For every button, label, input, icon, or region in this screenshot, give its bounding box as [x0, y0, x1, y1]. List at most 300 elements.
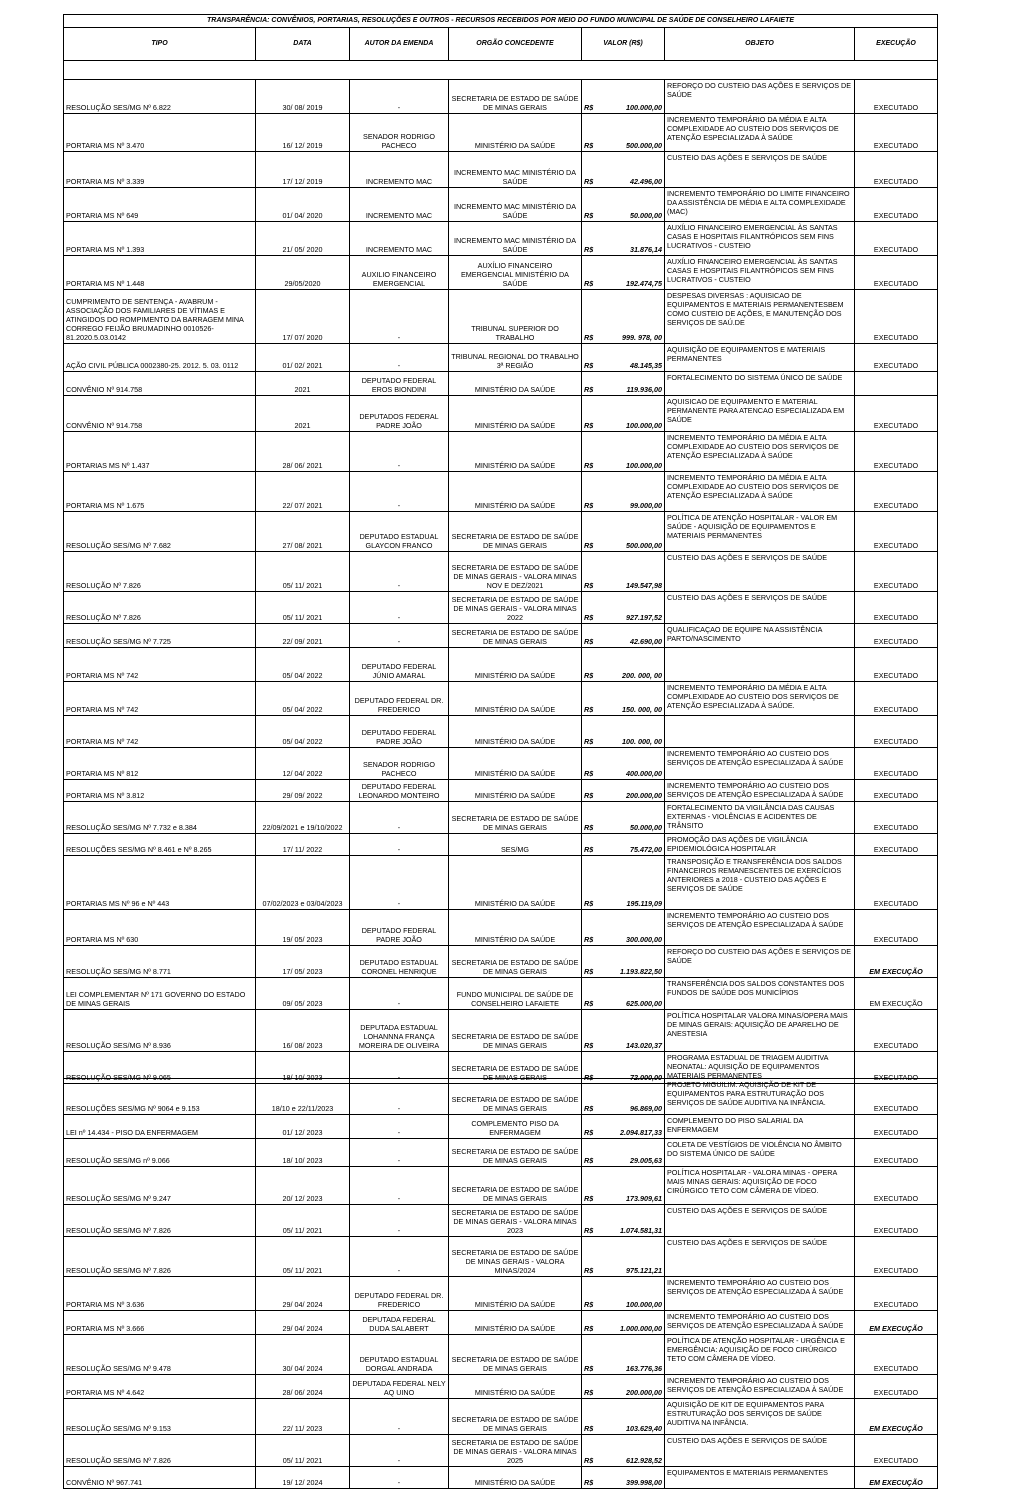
execucao-cell: EXECUTADO: [855, 1139, 938, 1167]
objeto-cell: INCREMENTO TEMPORÁRIO AO CUSTEIO DOS SERVIÇOS DE ATENÇÃO ESPECIALIZADA À SAÚDE: [665, 910, 855, 946]
tipo-cell: CUMPRIMENTO DE SENTENÇA - AVABRUM - ASSOCIAÇÃO DOS FAMILIARES DE VÍTIMAS E ATINGIDOS DO ROMPIMENTO DA BARRAGEM MINA CORREGO FEIJÃO BRUMADINHO 0010526-81.2020.5.03.0142: [64, 290, 256, 344]
header-execucao: EXECUÇÃO: [855, 28, 938, 61]
orgao-cell: INCREMENTO MAC MINISTÉRIO DA SAÚDE: [449, 152, 582, 188]
data-cell: 19/ 12/ 2024: [256, 1467, 350, 1489]
currency-cell: R$: [582, 748, 597, 780]
header-data: DATA: [256, 28, 350, 61]
data-cell: 05/ 04/ 2022: [256, 716, 350, 748]
tipo-cell: RESOLUÇÃO SES/MG Nº 7.826: [64, 1205, 256, 1237]
currency-cell: R$: [582, 1115, 597, 1139]
tipo-cell: CONVÊNIO Nº 914.758: [64, 372, 256, 396]
table-row: [64, 1010, 938, 1052]
table-row: [64, 1139, 938, 1167]
autor-cell: -: [350, 552, 449, 592]
execucao-cell: EXECUTADO: [855, 682, 938, 716]
orgao-cell: MINISTÉRIO DA SAÚDE: [449, 396, 582, 432]
objeto-cell: POLÍTICA HOSPITALAR VALORA MINAS/OPERA MAIS DE MINAS GERAIS: AQUISIÇÃO DE APARELHO DE ANESTESIA: [665, 1010, 855, 1052]
currency-cell: R$: [582, 1435, 597, 1467]
autor-cell: -: [350, 344, 449, 372]
orgao-cell: INCREMENTO MAC MINISTÉRIO DA SAÚDE: [449, 188, 582, 222]
orgao-cell: MINISTÉRIO DA SAÚDE: [449, 472, 582, 512]
objeto-cell: QUALIFICAÇAO DE EQUIPE NA ASSISTÊNCIA PARTO/NASCIMENTO: [665, 624, 855, 648]
valor-cell: 200. 000, 00: [597, 648, 665, 682]
currency-cell: R$: [582, 152, 597, 188]
objeto-cell: INCREMENTO TEMPORÁRIO DA MÉDIA E ALTA COMPLEXIDADE AO CUSTEIO DOS SERVIÇOS DE ATENÇÃO ESPECIALIZADA À SAÚDE: [665, 114, 855, 152]
data-cell: 17/ 12/ 2019: [256, 152, 350, 188]
autor-cell: INCREMENTO MAC: [350, 188, 449, 222]
valor-cell: 300.000,00: [597, 910, 665, 946]
objeto-cell: CUSTEIO DAS AÇÕES E SERVIÇOS DE SAÚDE: [665, 552, 855, 592]
orgao-cell: MINISTÉRIO DA SAÚDE: [449, 432, 582, 472]
autor-cell: -: [350, 1237, 449, 1277]
data-cell: 2021: [256, 372, 350, 396]
valor-cell: 100.000,00: [597, 432, 665, 472]
currency-cell: R$: [582, 1052, 597, 1084]
tipo-cell: RESOLUÇÃO SES/MG Nº 9.065: [64, 1052, 256, 1084]
orgao-cell: MINISTÉRIO DA SAÚDE: [449, 114, 582, 152]
objeto-cell: AQUISICAO DE EQUIPAMENTO E MATERIAL PERMANENTE PARA ATENCAO ESPECIALIZADA EM SAÚDE: [665, 396, 855, 432]
orgao-cell: SECRETARIA DE ESTADO DE SAÚDE DE MINAS GERAIS - VALORA MINAS 2022: [449, 592, 582, 624]
data-cell: 05/ 04/ 2022: [256, 682, 350, 716]
table-row: [64, 592, 938, 624]
tipo-cell: LEI nº 14.434 - PISO DA ENFERMAGEM: [64, 1115, 256, 1139]
table-row: [64, 946, 938, 978]
valor-cell: 999. 978, 00: [597, 290, 665, 344]
data-cell: 22/ 09/ 2021: [256, 624, 350, 648]
tipo-cell: PORTARIA MS Nº 742: [64, 716, 256, 748]
execucao-cell: EXECUTADO: [855, 1435, 938, 1467]
autor-cell: SENADOR RODRIGO PACHECO: [350, 114, 449, 152]
orgao-cell: SECRETARIA DE ESTADO DE SAÚDE DE MINAS GERAIS: [449, 624, 582, 648]
orgao-cell: TRIBUNAL REGIONAL DO TRABALHO 3ª REGIÃO: [449, 344, 582, 372]
currency-cell: R$: [582, 834, 597, 856]
autor-cell: -: [350, 592, 449, 624]
transfers-table: [63, 14, 938, 1084]
tipo-cell: PORTARIA MS Nº 3.470: [64, 114, 256, 152]
valor-cell: 500.000,00: [597, 512, 665, 552]
orgao-cell: SECRETARIA DE ESTADO DE SAÚDE DE MINAS GERAIS - VALORA MINAS 2025: [449, 1435, 582, 1467]
orgao-cell: SECRETARIA DE ESTADO DE SAÚDE DE MINAS GERAIS - VALORA MINAS/2024: [449, 1237, 582, 1277]
table-row: [64, 472, 938, 512]
orgao-cell: MINISTÉRIO DA SAÚDE: [449, 1311, 582, 1335]
orgao-cell: SECRETARIA DE ESTADO DE SAÚDE DE MINAS GERAIS: [449, 1079, 582, 1115]
objeto-cell: DESPESAS DIVERSAS : AQUISICAO DE EQUIPAMENTOS E MATERIAIS PERMANENTESBEM COMO CUSTEIO DE AÇÕES, E MANUTENÇÃO DOS SERVIÇOS DE SAÚ.DE: [665, 290, 855, 344]
execucao-cell: EXECUTADO: [855, 396, 938, 432]
table-row: [64, 1205, 938, 1237]
objeto-cell: PROMOÇÃO DAS AÇÕES DE VIGILÂNCIA EPIDEMIOLÓGICA HOSPITALAR: [665, 834, 855, 856]
autor-cell: DEPUTADO ESTADUAL GLAYCON FRANCO: [350, 512, 449, 552]
tipo-cell: RESOLUÇÕES SES/MG Nº 9064 e 9.153: [64, 1079, 256, 1115]
autor-cell: DEPUTADO FEDERAL LEONARDO MONTEIRO: [350, 780, 449, 802]
execucao-cell: EXECUTADO: [855, 1335, 938, 1375]
table-row: [64, 910, 938, 946]
objeto-cell: TRANSFERÊNCIA DOS SALDOS CONSTANTES DOS FUNDOS DE SAÚDE DOS MUNICÍPIOS: [665, 978, 855, 1010]
execucao-cell: EM EXECUÇÃO: [855, 1467, 938, 1489]
valor-cell: 75.472,00: [597, 834, 665, 856]
table-body-part-2: [64, 1079, 938, 1489]
orgao-cell: MINISTÉRIO DA SAÚDE: [449, 910, 582, 946]
data-cell: 12/ 04/ 2022: [256, 748, 350, 780]
data-cell: 20/ 12/ 2023: [256, 1167, 350, 1205]
autor-cell: -: [350, 1205, 449, 1237]
tipo-cell: RESOLUÇÃO SES/MG nº 9.066: [64, 1139, 256, 1167]
header-spacer: [64, 61, 938, 80]
tipo-cell: PORTARIA MS Nº 742: [64, 682, 256, 716]
table-row: [64, 1399, 938, 1435]
objeto-cell: AQUISIÇÃO DE EQUIPAMENTOS E MATERIAIS PERMANENTES: [665, 344, 855, 372]
objeto-cell: REFORÇO DO CUSTEIO DAS AÇÕES E SERVIÇOS DE SAÚDE: [665, 80, 855, 114]
autor-cell: DEPUTADO ESTADUAL DORGAL ANDRADA: [350, 1335, 449, 1375]
orgao-cell: SECRETARIA DE ESTADO DE SAÚDE DE MINAS GERAIS: [449, 1139, 582, 1167]
execucao-cell: EXECUTADO: [855, 1052, 938, 1084]
data-cell: 29/ 04/ 2024: [256, 1311, 350, 1335]
valor-cell: 150. 000, 00: [597, 682, 665, 716]
objeto-cell: AUXÍLIO FINANCEIRO EMERGENCIAL ÀS SANTAS CASAS E HOSPITAIS FILANTRÓPICOS SEM FINS LUCRATIVOS - CUSTEIO: [665, 256, 855, 290]
orgao-cell: SECRETARIA DE ESTADO DE SAÚDE DE MINAS GERAIS: [449, 1167, 582, 1205]
tipo-cell: PORTARIA MS Nº 3.666: [64, 1311, 256, 1335]
valor-cell: 72.000,00: [597, 1052, 665, 1084]
orgao-cell: SES/MG: [449, 834, 582, 856]
valor-cell: 100.000,00: [597, 1277, 665, 1311]
valor-cell: 200.000,00: [597, 1375, 665, 1399]
data-cell: 07/02/2023 e 03/04/2023: [256, 856, 350, 910]
execucao-cell: EXECUTADO: [855, 512, 938, 552]
valor-cell: 100.000,00: [597, 80, 665, 114]
currency-cell: R$: [582, 910, 597, 946]
tipo-cell: AÇÃO CIVIL PÚBLICA 0002380-25. 2012. 5. 03. 0112: [64, 344, 256, 372]
execucao-cell: EXECUTADO: [855, 748, 938, 780]
orgao-cell: COMPLEMENTO PISO DA ENFERMAGEM: [449, 1115, 582, 1139]
valor-cell: 29.005,63: [597, 1139, 665, 1167]
currency-cell: R$: [582, 344, 597, 372]
execucao-cell: EXECUTADO: [855, 802, 938, 834]
valor-cell: 192.474,75: [597, 256, 665, 290]
valor-cell: 119.936,00: [597, 372, 665, 396]
table-row: [64, 222, 938, 256]
orgao-cell: SECRETARIA DE ESTADO DE SAÚDE DE MINAS GERAIS: [449, 1399, 582, 1435]
currency-cell: R$: [582, 372, 597, 396]
autor-cell: -: [350, 856, 449, 910]
data-cell: 29/ 09/ 2022: [256, 780, 350, 802]
currency-cell: R$: [582, 1139, 597, 1167]
data-cell: 27/ 08/ 2021: [256, 512, 350, 552]
table-row: [64, 856, 938, 910]
objeto-cell: EQUIPAMENTOS E MATERIAIS PERMANENTES: [665, 1467, 855, 1489]
valor-cell: 975.121,21: [597, 1237, 665, 1277]
orgao-cell: MINISTÉRIO DA SAÚDE: [449, 716, 582, 748]
table-row: [64, 648, 938, 682]
table-title: TRANSPARÊNCIA: CONVÊNIOS, PORTARIAS, RESOLUÇÕES E OUTROS - RECURSOS RECEBIDOS POR MEIO DO FUNDO MUNICIPAL DE SAÚDE DE CONSELHEIRO LAFAIETE: [64, 15, 938, 28]
autor-cell: AUXILIO FINANCEIRO EMERGENCIAL: [350, 256, 449, 290]
table-row: [64, 682, 938, 716]
objeto-cell: INCREMENTO TEMPORÁRIO AO CUSTEIO DOS SERVIÇOS DE ATENÇÃO ESPECIALIZADA À SAÚDE: [665, 748, 855, 780]
execucao-cell: EXECUTADO: [855, 1205, 938, 1237]
currency-cell: R$: [582, 624, 597, 648]
orgao-cell: MINISTÉRIO DA SAÚDE: [449, 748, 582, 780]
tipo-cell: RESOLUÇÃO SES/MG Nº 7.826: [64, 1435, 256, 1467]
execucao-cell: [855, 372, 938, 396]
tipo-cell: RESOLUÇÃO SES/MG Nº 7.732 e 8.384: [64, 802, 256, 834]
table-row: [64, 80, 938, 114]
tipo-cell: PORTARIA MS Nº 1.393: [64, 222, 256, 256]
data-cell: 21/ 05/ 2020: [256, 222, 350, 256]
valor-cell: 48.145,35: [597, 344, 665, 372]
orgao-cell: SECRETARIA DE ESTADO DE SAÚDE DE MINAS GERAIS: [449, 80, 582, 114]
execucao-cell: EXECUTADO: [855, 552, 938, 592]
currency-cell: R$: [582, 978, 597, 1010]
valor-cell: 399.998,00: [597, 1467, 665, 1489]
tipo-cell: RESOLUÇÃO SES/MG Nº 7.682: [64, 512, 256, 552]
valor-cell: 2.094.817,33: [597, 1115, 665, 1139]
objeto-cell: REFORÇO DO CUSTEIO DAS AÇÕES E SERVIÇOS DE SAÚDE: [665, 946, 855, 978]
autor-cell: DEPUTADOS FEDERAL PADRE JOÃO: [350, 396, 449, 432]
valor-cell: 149.547,98: [597, 552, 665, 592]
header-autor: AUTOR DA EMENDA: [350, 28, 449, 61]
tipo-cell: RESOLUÇÃO SES/MG Nº 9.478: [64, 1335, 256, 1375]
currency-cell: R$: [582, 1205, 597, 1237]
autor-cell: -: [350, 802, 449, 834]
orgao-cell: TRIBUNAL SUPERIOR DO TRABALHO: [449, 290, 582, 344]
table-row: [64, 802, 938, 834]
tipo-cell: RESOLUÇÃO SES/MG Nº 8.771: [64, 946, 256, 978]
table-row: [64, 748, 938, 780]
tipo-cell: PORTARIA MS Nº 1.675: [64, 472, 256, 512]
valor-cell: 50.000,00: [597, 802, 665, 834]
orgao-cell: MINISTÉRIO DA SAÚDE: [449, 1277, 582, 1311]
data-cell: 29/05/2020: [256, 256, 350, 290]
currency-cell: R$: [582, 472, 597, 512]
table-row: [64, 1167, 938, 1205]
valor-cell: 1.074.581,31: [597, 1205, 665, 1237]
currency-cell: R$: [582, 256, 597, 290]
data-cell: 22/09/2021 e 19/10/2022: [256, 802, 350, 834]
objeto-cell: INCREMENTO TEMPORÁRIO AO CUSTEIO DOS SERVIÇOS DE ATENÇÃO ESPECIALIZADA À SAÚDE: [665, 1375, 855, 1399]
currency-cell: R$: [582, 552, 597, 592]
valor-cell: 50.000,00: [597, 188, 665, 222]
execucao-cell: EXECUTADO: [855, 1115, 938, 1139]
execucao-cell: EXECUTADO: [855, 222, 938, 256]
valor-cell: 143.020,37: [597, 1010, 665, 1052]
currency-cell: R$: [582, 1399, 597, 1435]
execucao-cell: EXECUTADO: [855, 188, 938, 222]
data-cell: 05/ 11/ 2021: [256, 1435, 350, 1467]
valor-cell: 500.000,00: [597, 114, 665, 152]
orgao-cell: INCREMENTO MAC MINISTÉRIO DA SAÚDE: [449, 222, 582, 256]
data-cell: 30/ 04/ 2024: [256, 1335, 350, 1375]
data-cell: 17/ 07/ 2020: [256, 290, 350, 344]
tipo-cell: PORTARIA MS Nº 742: [64, 648, 256, 682]
autor-cell: -: [350, 80, 449, 114]
valor-cell: 612.928,52: [597, 1435, 665, 1467]
tipo-cell: PORTARIA MS Nº 649: [64, 188, 256, 222]
autor-cell: -: [350, 978, 449, 1010]
autor-cell: -: [350, 290, 449, 344]
execucao-cell: EXECUTADO: [855, 780, 938, 802]
execucao-cell: EM EXECUÇÃO: [855, 1399, 938, 1435]
header-objeto: OBJETO: [665, 28, 855, 61]
execucao-cell: EXECUTADO: [855, 1277, 938, 1311]
tipo-cell: RESOLUÇÃO Nº 7.826: [64, 552, 256, 592]
valor-cell: 96.869,00: [597, 1079, 665, 1115]
valor-cell: 163.776,36: [597, 1335, 665, 1375]
objeto-cell: POLÍTICA HOSPITALAR - VALORA MINAS - OPERA MAIS MINAS GERAIS: AQUISIÇÃO DE FOCO CIRÚRGICO TETO COM CÂMERA DE VÍDEO.: [665, 1167, 855, 1205]
table-row: [64, 1311, 938, 1335]
autor-cell: -: [350, 834, 449, 856]
table-row: [64, 188, 938, 222]
currency-cell: R$: [582, 592, 597, 624]
execucao-cell: EXECUTADO: [855, 114, 938, 152]
data-cell: 05/ 11/ 2021: [256, 552, 350, 592]
data-cell: 29/ 04/ 2024: [256, 1277, 350, 1311]
autor-cell: -: [350, 472, 449, 512]
orgao-cell: SECRETARIA DE ESTADO DE SAÚDE DE MINAS GERAIS - VALORA MINAS 2023: [449, 1205, 582, 1237]
objeto-cell: COMPLEMENTO DO PISO SALARIAL DA ENFERMAGEM: [665, 1115, 855, 1139]
objeto-cell: TRANSPOSIÇÃO E TRANSFERÊNCIA DOS SALDOS FINANCEIROS REMANESCENTES DE EXERCÍCIOS ANTERIORES a 2018 - CUSTEIO DAS AÇÕES E SERVIÇOS DE SAÚDE: [665, 856, 855, 910]
transparency-sheet: [63, 14, 937, 1084]
autor-cell: DEPUTADO FEDERAL PADRE JOÃO: [350, 910, 449, 946]
data-cell: 05/ 04/ 2022: [256, 648, 350, 682]
objeto-cell: AUXÍLIO FINANCEIRO EMERGENCIAL ÀS SANTAS CASAS E HOSPITAIS FILANTRÓPICOS SEM FINS LUCRATIVOS - CUSTEIO: [665, 222, 855, 256]
data-cell: 28/ 06/ 2024: [256, 1375, 350, 1399]
table-row: [64, 834, 938, 856]
currency-cell: R$: [582, 1079, 597, 1115]
data-cell: 19/ 05/ 2023: [256, 910, 350, 946]
data-cell: 01/ 12/ 2023: [256, 1115, 350, 1139]
objeto-cell: CUSTEIO DAS AÇÕES E SERVIÇOS DE SAÚDE: [665, 1237, 855, 1277]
execucao-cell: EXECUTADO: [855, 80, 938, 114]
execucao-cell: EM EXECUÇÃO: [855, 978, 938, 1010]
autor-cell: -: [350, 1467, 449, 1489]
objeto-cell: CUSTEIO DAS AÇÕES E SERVIÇOS DE SAÚDE: [665, 592, 855, 624]
table-row: [64, 372, 938, 396]
execucao-cell: EM EXECUÇÃO: [855, 946, 938, 978]
valor-cell: 200.000,00: [597, 780, 665, 802]
orgao-cell: SECRETARIA DE ESTADO DE SAÚDE DE MINAS GERAIS: [449, 512, 582, 552]
orgao-cell: MINISTÉRIO DA SAÚDE: [449, 1467, 582, 1489]
data-cell: 28/ 06/ 2021: [256, 432, 350, 472]
table-row: [64, 1375, 938, 1399]
orgao-cell: MINISTÉRIO DA SAÚDE: [449, 372, 582, 396]
objeto-cell: INCREMENTO TEMPORÁRIO AO CUSTEIO DOS SERVIÇOS DE ATENÇÃO ESPECIALIZADA À SAÚDE: [665, 1311, 855, 1335]
valor-cell: 195.119,09: [597, 856, 665, 910]
orgao-cell: MINISTÉRIO DA SAÚDE: [449, 648, 582, 682]
execucao-cell: EXECUTADO: [855, 592, 938, 624]
autor-cell: DEPUTADO FEDERAL DR. FREDERICO: [350, 682, 449, 716]
table-row: [64, 624, 938, 648]
tipo-cell: RESOLUÇÕES SES/MG Nº 8.461 e Nº 8.265: [64, 834, 256, 856]
tipo-cell: PORTARIAS MS Nº 96 e Nº 443: [64, 856, 256, 910]
header-tipo: TIPO: [64, 28, 256, 61]
execucao-cell: EXECUTADO: [855, 152, 938, 188]
table-row: [64, 1335, 938, 1375]
autor-cell: DEPUTADO ESTADUAL CORONEL HENRIQUE: [350, 946, 449, 978]
valor-cell: 927.197,52: [597, 592, 665, 624]
tipo-cell: RESOLUÇÃO SES/MG Nº 7.826: [64, 1237, 256, 1277]
data-cell: 16/ 08/ 2023: [256, 1010, 350, 1052]
currency-cell: R$: [582, 856, 597, 910]
autor-cell: DEPUTADA FEDERAL DUDA SALABERT: [350, 1311, 449, 1335]
execucao-cell: EXECUTADO: [855, 1167, 938, 1205]
autor-cell: -: [350, 624, 449, 648]
tipo-cell: PORTARIA MS Nº 812: [64, 748, 256, 780]
data-cell: 18/10 e 22/11/2023: [256, 1079, 350, 1115]
currency-cell: R$: [582, 1467, 597, 1489]
autor-cell: DEPUTADO FEDERAL DR. FREDERICO: [350, 1277, 449, 1311]
execucao-cell: EXECUTADO: [855, 910, 938, 946]
objeto-cell: POLÍTICA DE ATENÇÃO HOSPITALAR - VALOR EM SAÚDE - AQUISIÇÃO DE EQUIPAMENTOS E MATERIAIS PERMANENTES: [665, 512, 855, 552]
execucao-cell: EXECUTADO: [855, 1010, 938, 1052]
currency-cell: R$: [582, 114, 597, 152]
execucao-cell: EXECUTADO: [855, 290, 938, 344]
currency-cell: R$: [582, 290, 597, 344]
execucao-cell: EXECUTADO: [855, 472, 938, 512]
autor-cell: SENADOR RODRIGO PACHECO: [350, 748, 449, 780]
table-row: [64, 978, 938, 1010]
objeto-cell: [665, 648, 855, 682]
currency-cell: R$: [582, 80, 597, 114]
orgao-cell: MINISTÉRIO DA SAÚDE: [449, 780, 582, 802]
autor-cell: -: [350, 1399, 449, 1435]
valor-cell: 31.876,14: [597, 222, 665, 256]
execucao-cell: EXECUTADO: [855, 1237, 938, 1277]
objeto-cell: INCREMENTO TEMPORÁRIO DA MÉDIA E ALTA COMPLEXIDADE AO CUSTEIO DOS SERVIÇOS DE ATENÇÃO ESPECIALIZADA À SAÚDE: [665, 432, 855, 472]
currency-cell: R$: [582, 802, 597, 834]
orgao-cell: MINISTÉRIO DA SAÚDE: [449, 682, 582, 716]
table-row: [64, 432, 938, 472]
data-cell: 05/ 11/ 2021: [256, 1205, 350, 1237]
tipo-cell: RESOLUÇÃO SES/MG Nº 8.936: [64, 1010, 256, 1052]
execucao-cell: EXECUTADO: [855, 834, 938, 856]
autor-cell: DEPUTADA ESTADUAL LOHANNNA FRANÇA MOREIRA DE OLIVEIRA: [350, 1010, 449, 1052]
objeto-cell: FORTALECIMENTO DA VIGILÂNCIA DAS CAUSAS EXTERNAS - VIOLÊNCIAS E ACIDENTES DE TRÂNSITO: [665, 802, 855, 834]
tipo-cell: PORTARIA MS Nº 4.642: [64, 1375, 256, 1399]
objeto-cell: [665, 716, 855, 748]
header-valor: VALOR (R$): [582, 28, 665, 61]
valor-cell: 99.000,00: [597, 472, 665, 512]
valor-cell: 173.909,61: [597, 1167, 665, 1205]
tipo-cell: RESOLUÇÃO SES/MG Nº 6.822: [64, 80, 256, 114]
currency-cell: R$: [582, 1237, 597, 1277]
execucao-cell: EXECUTADO: [855, 1079, 938, 1115]
data-cell: 16/ 12/ 2019: [256, 114, 350, 152]
currency-cell: R$: [582, 682, 597, 716]
data-cell: 09/ 05/ 2023: [256, 978, 350, 1010]
table-row: [64, 552, 938, 592]
autor-cell: DEPUTADO FEDERAL JÚNIO AMARAL: [350, 648, 449, 682]
objeto-cell: INCREMENTO TEMPORÁRIO AO CUSTEIO DOS SERVIÇOS DE ATENÇÃO ESPECIALIZADA À SAÚDE: [665, 1277, 855, 1311]
autor-cell: DEPUTADA FEDERAL NELY AQ UINO: [350, 1375, 449, 1399]
execucao-cell: EXECUTADO: [855, 716, 938, 748]
valor-cell: 625.000,00: [597, 978, 665, 1010]
execucao-cell: EXECUTADO: [855, 256, 938, 290]
autor-cell: INCREMENTO MAC: [350, 152, 449, 188]
objeto-cell: POLÍTICA DE ATENÇÃO HOSPITALAR - URGÊNCIA E EMERGÊNCIA: AQUISIÇÃO DE FOCO CIRÚRGICO TETO COM CÂMERA DE VÍDEO.: [665, 1335, 855, 1375]
tipo-cell: PORTARIA MS Nº 3.339: [64, 152, 256, 188]
orgao-cell: SECRETARIA DE ESTADO DE SAÚDE DE MINAS GERAIS: [449, 1335, 582, 1375]
autor-cell: -: [350, 432, 449, 472]
valor-cell: 1.000.000,00: [597, 1311, 665, 1335]
objeto-cell: CUSTEIO DAS AÇÕES E SERVIÇOS DE SAÚDE: [665, 1205, 855, 1237]
data-cell: 05/ 11/ 2021: [256, 592, 350, 624]
data-cell: 01/ 04/ 2020: [256, 188, 350, 222]
tipo-cell: PORTARIA MS Nº 1.448: [64, 256, 256, 290]
orgao-cell: AUXÍLIO FINANCEIRO EMERGENCIAL MINISTÉRIO DA SAÚDE: [449, 256, 582, 290]
data-cell: 17/ 05/ 2023: [256, 946, 350, 978]
tipo-cell: RESOLUÇÃO SES/MG Nº 9.247: [64, 1167, 256, 1205]
currency-cell: R$: [582, 396, 597, 432]
header-row: [64, 28, 938, 61]
orgao-cell: SECRETARIA DE ESTADO DE SAÚDE DE MINAS GERAIS: [449, 1052, 582, 1084]
